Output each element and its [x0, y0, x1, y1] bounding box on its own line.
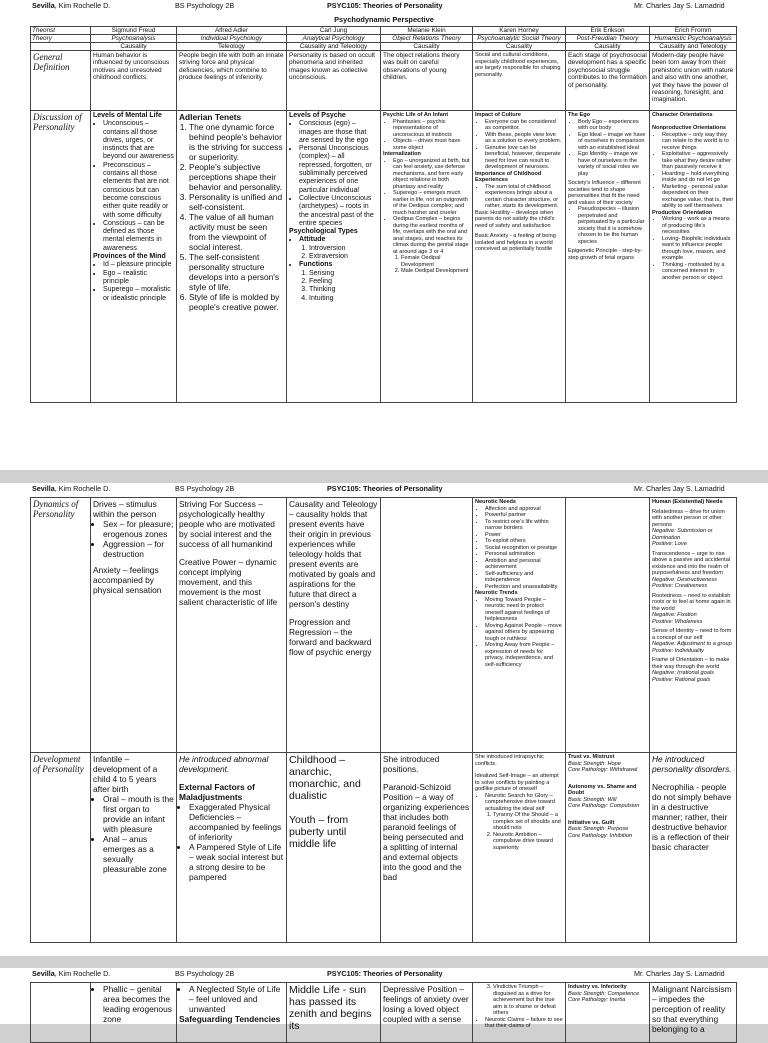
- page-1: [0, 0, 768, 470]
- adler-discussion: Adlerian Tenets 1. The one dynamic force behind people's behavior is the striving for success or superiority. 2. People's subjective perceptions shape their behavior and personality. 3. Personality is unified and self-consistent. 4. The value of all human activity must be seen from the viewpoint of social interest. 5. The self-consistent personality structure develops into a person's style of life. 6. Style of life is molded by people's creative power.: [177, 111, 287, 403]
- discussion-row: [31, 111, 737, 403]
- causality-cell: Causality: [566, 43, 650, 51]
- document-title: Psychodynamic Perspective: [334, 15, 434, 24]
- jung-dynamics: Causality and Teleology – causality holds that present events have their origin in previous experiences while teleology holds that present events are motivated by goals and aspirations for the future that direct a person's destiny Progression and Regression – the forward and backward flow of psychic energy: [287, 498, 381, 753]
- theory-name: Object Relations Theory: [381, 35, 473, 43]
- theorist-name: Erich Fromm: [650, 27, 737, 35]
- fromm-dynamics: Human (Existential) Needs Relatedness – drive for union with another person or other persons Negative: Submission or Domination Positive: Love Transcendence – urge to rise above a passive and accidental existence and into the realm of purposefulness and freedom Negative: Destructiveness Positive: Creativeness Rootedness – need to establish roots or to feel at home again in the world Negative: Fixation Positive: Wholeness Sense of Identity – need to form a concept of our self Negative: Adjustment to a group Positive: Individuality Frame of Orientation – to make their way through the world Negative: Irrational goals Positive: Rational goals: [650, 498, 737, 753]
- development-row-cont: • Phallic – genital area becomes the leading erogenous zone • A Neglected Style of Life – feel unloved and unwanted Safeguarding Tendencies Middle Life - sun has passed its zenith and begins its Depressive Position – feelings of anxiety over losing a loved object coupled with a sense 3. Vindictive Triumph – disguised as a drive for achievement but the true aim is to shame or defeat others • Neurotic Claims – failure to see that their claims of Industry vs. Inferiority Basic Strength: Competence Core Pathology: Inertia Malignant Narcissism – impedes the perception of reality so that everything belonging to a: [31, 983, 737, 1043]
- klein-development: She introduced positions. Paranoid-Schizoid Position – a way of organizing experiences that includes both paranoid feelings of being persecuted and a splitting of internal and external objects into the good and the bad: [381, 753, 473, 943]
- psychodynamic-table-cont-2: [30, 982, 737, 1043]
- dynamics-row: Dynamics of Personality Drives – stimulus within the person • Sex – for pleasure; erogenous zones • Aggression – for destruction Anxiety – feelings accompanied by physical sensation Striving For Success – psychologically healthy people who are motivated by social interest and the success of all humankind Creative Power – dynamic concept implying movement, and this movement is the most salient characteristic of life Causality and Teleology – causality holds that present events have their origin in previous experiences while teleology holds that present events are motivated by goals and aspirations for the future that direct a person's destiny Progression and Regression – the forward and backward flow of psychic energy Neurotic Needs • Affection and approval • Powerful partner • To restrict one's life within narrow borders • Power • To exploit others • Social recognition or prestige • Personal admiration • Ambition and personal achievement • Self-sufficiency and independence • Perfection and unassailability Neurotic Trends • Moving Toward People – neurotic need to protect oneself against feelings of helplessness • Moving Against People – move against others by appearing tough or ruthless • Moving Away from People – expression of needs for privacy, independence, and self-sufficiency Human (Existential) Needs Relatedness – drive for union with another person or other persons Negative: Submission or Domination Positive: Love Transcendence – urge to rise above a passive and accidental existence and into the realm of purposefulness and freedom Negative: Destructiveness Positive: Creativeness Rootedness – need to establish roots or to feel at home again in the world Negative: Fixation Positive: Wholeness Sense of Identity – need to form a concept of our self Negative: Adjustment to a group Positive: Individuality Frame of Orientation – to make their way through the world Negative: Irrational goals Positive: Rational goals: [31, 498, 737, 753]
- jung-development: Childhood – anarchic, monarchic, and dualistic Youth – from puberty until middle life: [287, 753, 381, 943]
- theorist-name: Erik Erikson: [566, 27, 650, 35]
- fromm-discussion: Character Orientations Nonproductive Orientations • Receptive – only way they can relate to the world is to receive things • Exploitative – aggressively take what they desire rather than passively receive it • Hoarding – hold everything inside and do not let go • Marketing - personal value dependent on their exchange value, that is, their ability to sell themselves Productive Orientation • Working - work as a means of producing life's necessities • Loving- Biophilic individuals want to influence people through love, reason, and example • Thinking - motivated by a concerned interest in another person or object: [650, 111, 737, 403]
- horney-dynamics: Neurotic Needs • Affection and approval • Powerful partner • To restrict one's life within narrow borders • Power • To exploit others • Social recognition or prestige • Personal admiration • Ambition and personal achievement • Self-sufficiency and independence • Perfection and unassailability Neurotic Trends • Moving Toward People – neurotic need to protect oneself against feelings of helplessness • Moving Against People – move against others by appearing tough or ruthless • Moving Away from People – expression of needs for privacy, independence, and self-sufficiency: [473, 498, 566, 753]
- klein-discussion: Psychic Life of An Infant • Phantasies – psychic representations of unconscious id instincts • Objects – drives must have some object Internalization • Ego – unorganized at birth, but can feel anxiety, use defense mechanisms, and form early object relations in both phantasy and reality • Superego – emerges much earlier in life, not an outgrowth of the Oedipus complex; and much harsher and crueler • Oedipus Complex – begins during the earliest months of life, overlaps with the oral and anal stages, and reaches its climax during the genital stage at around age 3 or 4 1. Female Oedipal Development 2. Male Oedipal Development: [381, 111, 473, 403]
- theorist-name: Melanie Klein: [381, 27, 473, 35]
- theory-name: Humanistic Psychoanalysis: [650, 35, 737, 43]
- instructor: Mr. Charles Jay S. Lamadrid: [634, 1, 725, 10]
- causality-cell: Teleology: [177, 43, 287, 51]
- theorist-name: Carl Jung: [287, 27, 381, 35]
- causality-cell: Causality: [91, 43, 177, 51]
- psychodynamic-table-cont: [30, 497, 737, 943]
- theorist-name: Karen Horney: [473, 27, 566, 35]
- theory-row: Theory Psychoanalysis Individual Psychology Analytical Psychology Object Relations Theory Psychoanalytic Social Theory Post-Freudian Theory Humanistic Psychoanalysis: [31, 35, 737, 43]
- theory-name: Individual Psychology: [177, 35, 287, 43]
- causality-row: [31, 43, 737, 51]
- theorist-row: Theorist Sigmund Freud Alfred Adler Carl Jung Melanie Klein Karen Horney Erik Erikson Erich Fromm: [31, 27, 737, 35]
- erikson-discussion: The Ego • Body Ego – experiences with our body • Ego Ideal – image we have of ourselves in comparison with an established ideal • Ego Identity – image we have of ourselves in the variety of social roles we play Society's Influence – different societies tend to shape personalities that fit the need and values of their society • Pseudospecies – illusion perpetrated and perpetuated by a particular society that it is somehow chosen to be the human species Epigenetic Principle - step-by-step growth of fetal organs: [566, 111, 650, 403]
- row-label: Discussion of Personality: [31, 111, 91, 403]
- horney-discussion: Impact of Culture • Everyone can be considered as competitor. • With these, people view love as a solution to every problem. • Genuine love can be beneficial, however, desperate need for love can result to development of neuroses. Importance of Childhood Experiences • The sum total of childhood experiences brings about a certain character structure, or rather, starts its development. Basic Hostility – develops when parents do not satisfy the child's need of safety and satisfaction Basic Anxiety - a feeling of being isolated and helpless in a world conceived as potentially hostile: [473, 111, 566, 403]
- jung-discussion: Levels of Psyche • Conscious (ego) – images are those that are sensed by the ego • Personal Unconscious (complex) – all repressed, forgotten, or subliminally perceived experiences of one particular individual • Collective Unconscious (archetypes) – roots in the ancestral past of the entire species Psychological Types • Attitude 1. Introversion 2. Extraversion • Functions 1. Sensing 2. Feeling 3. Thinking 4. Intuiting: [287, 111, 381, 403]
- causality-cell: Causality and Teleology: [650, 43, 737, 51]
- causality-cell: Causality: [473, 43, 566, 51]
- program: BS Psychology 2B: [175, 1, 235, 10]
- page-header: Sevilla, Kim Rochelle D. BS Psychology 2B PSYC105: Theories of Personality Mr. Charles Jay S. Lamadrid: [32, 484, 725, 493]
- theorist-name: Alfred Adler: [177, 27, 287, 35]
- causality-cell: Causality and Teleology: [287, 43, 381, 51]
- page-3: [0, 968, 768, 1034]
- general-definition-row: General Definition Human behavior is influenced by unconscious motives and unresolved childhood conflicts. People begin life with both an innate striving force and physical deficiencies, which combine to produce feelings of inferiority. Personality is based on occult phenomena and inherited images known as collective unconscious. The object relations theory was built on careful observations of young children. Social and cultural conditions, especially childhood experiences, are largely responsible for shaping personality. Each stage of psychosocial development has a specific psychosocial struggle contributes to the formation of personality. Modern-day people have been torn away from their prehistoric union with nature and also with one another, yet they have the power of reasoning, foresight, and imagination.: [31, 51, 737, 111]
- freud-dynamics: Drives – stimulus within the person • Sex – for pleasure; erogenous zones • Aggression – for destruction Anxiety – feelings accompanied by physical sensation: [91, 498, 177, 753]
- course-title: PSYC105: Theories of Personality: [327, 1, 443, 10]
- row-label: General Definition: [31, 51, 91, 111]
- theorist-name: Sigmund Freud: [91, 27, 177, 35]
- page-header: Sevilla, Kim Rochelle D. BS Psychology 2B PSYC105: Theories of Personality Mr. Charles Jay S. Lamadrid: [32, 969, 725, 978]
- development-row: Development of Personality Infantile – development of a child 4 to 5 years after birth • Oral – mouth is the first organ to provide an infant with pleasure • Anal – anus emerges as a sexually pleasurable zone He introduced abnormal development. External Factors of Maladjustments • Exaggerated Physical Deficiencies – accompanied by feelings of inferiority • A Pampered Style of Life – weak social interest but a strong desire to be pampered Childhood – anarchic, monarchic, and dualistic Youth – from puberty until middle life She introduced positions. Paranoid-Schizoid Position – a way of organizing experiences that includes both paranoid feelings of being persecuted and a splitting of internal and external objects into the good and the bad She introduced intrapsychic conflicts. Idealized Self-Image – an attempt to solve conflicts by painting a godlike picture of oneself • Neurotic Search for Glory – comprehensive drive toward actualizing the ideal self 1. Tyranny Of the Should – a complex set of shoulds and should nots 2. Neurotic Ambition – compulsive drive toward superiority Trust vs. Mistrust Basic Strength: Hope Core Pathology: Withdrawal Autonomy vs. Shame and Doubt Basic Strength: Will Core Pathology: Compulsion Initiative vs. Guilt Basic Strength: Purpose Core Pathology: Inhibition He introduced personality disorders. Necrophilia - people do not simply behave in a destructive manner; rather, their destructive behavior is a reflection of their basic character: [31, 753, 737, 943]
- page-2: [0, 483, 768, 956]
- horney-development: She introduced intrapsychic conflicts. Idealized Self-Image – an attempt to solve conflicts by painting a godlike picture of oneself • Neurotic Search for Glory – comprehensive drive toward actualizing the ideal self 1. Tyranny Of the Should – a complex set of shoulds and should nots 2. Neurotic Ambition – compulsive drive toward superiority: [473, 753, 566, 943]
- theory-name: Post-Freudian Theory: [566, 35, 650, 43]
- fromm-development: He introduced personality disorders. Necrophilia - people do not simply behave in a destructive manner; rather, their destructive behavior is a reflection of their basic character: [650, 753, 737, 943]
- theory-name: Psychoanalytic Social Theory: [473, 35, 566, 43]
- causality-cell: Causality: [381, 43, 473, 51]
- freud-development: Infantile – development of a child 4 to 5 years after birth • Oral – mouth is the first organ to provide an infant with pleasure • Anal – anus emerges as a sexually pleasurable zone: [91, 753, 177, 943]
- theory-name: Analytical Psychology: [287, 35, 381, 43]
- erikson-development: Trust vs. Mistrust Basic Strength: Hope Core Pathology: Withdrawal Autonomy vs. Shame and Doubt Basic Strength: Will Core Pathology: Compulsion Initiative vs. Guilt Basic Strength: Purpose Core Pathology: Inhibition: [566, 753, 650, 943]
- author-name: Sevilla, Kim Rochelle D.: [32, 1, 111, 10]
- adler-dynamics: Striving For Success – psychologically healthy people who are motivated by social interest and the success of all humankind Creative Power – dynamic concept implying movement, and this movement is the most salient characteristic of life: [177, 498, 287, 753]
- freud-discussion: Levels of Mental Life • Unconscious – contains all those drives, urges, or instincts that are beyond our awareness • Preconscious – contains all those elements that are not conscious but can become conscious either quite readily or with some difficulty • Conscious – can be defined as those mental elements in awareness Provinces of the Mind • Id – pleasure principle • Ego – realistic principle • Superego – moralistic or idealistic principle: [91, 111, 177, 403]
- adler-development: He introduced abnormal development. External Factors of Maladjustments • Exaggerated Physical Deficiencies – accompanied by feelings of inferiority • A Pampered Style of Life – weak social interest but a strong desire to be pampered: [177, 753, 287, 943]
- theory-name: Psychoanalysis: [91, 35, 177, 43]
- psychodynamic-table: [30, 26, 737, 403]
- page-header: [0, 0, 768, 14]
